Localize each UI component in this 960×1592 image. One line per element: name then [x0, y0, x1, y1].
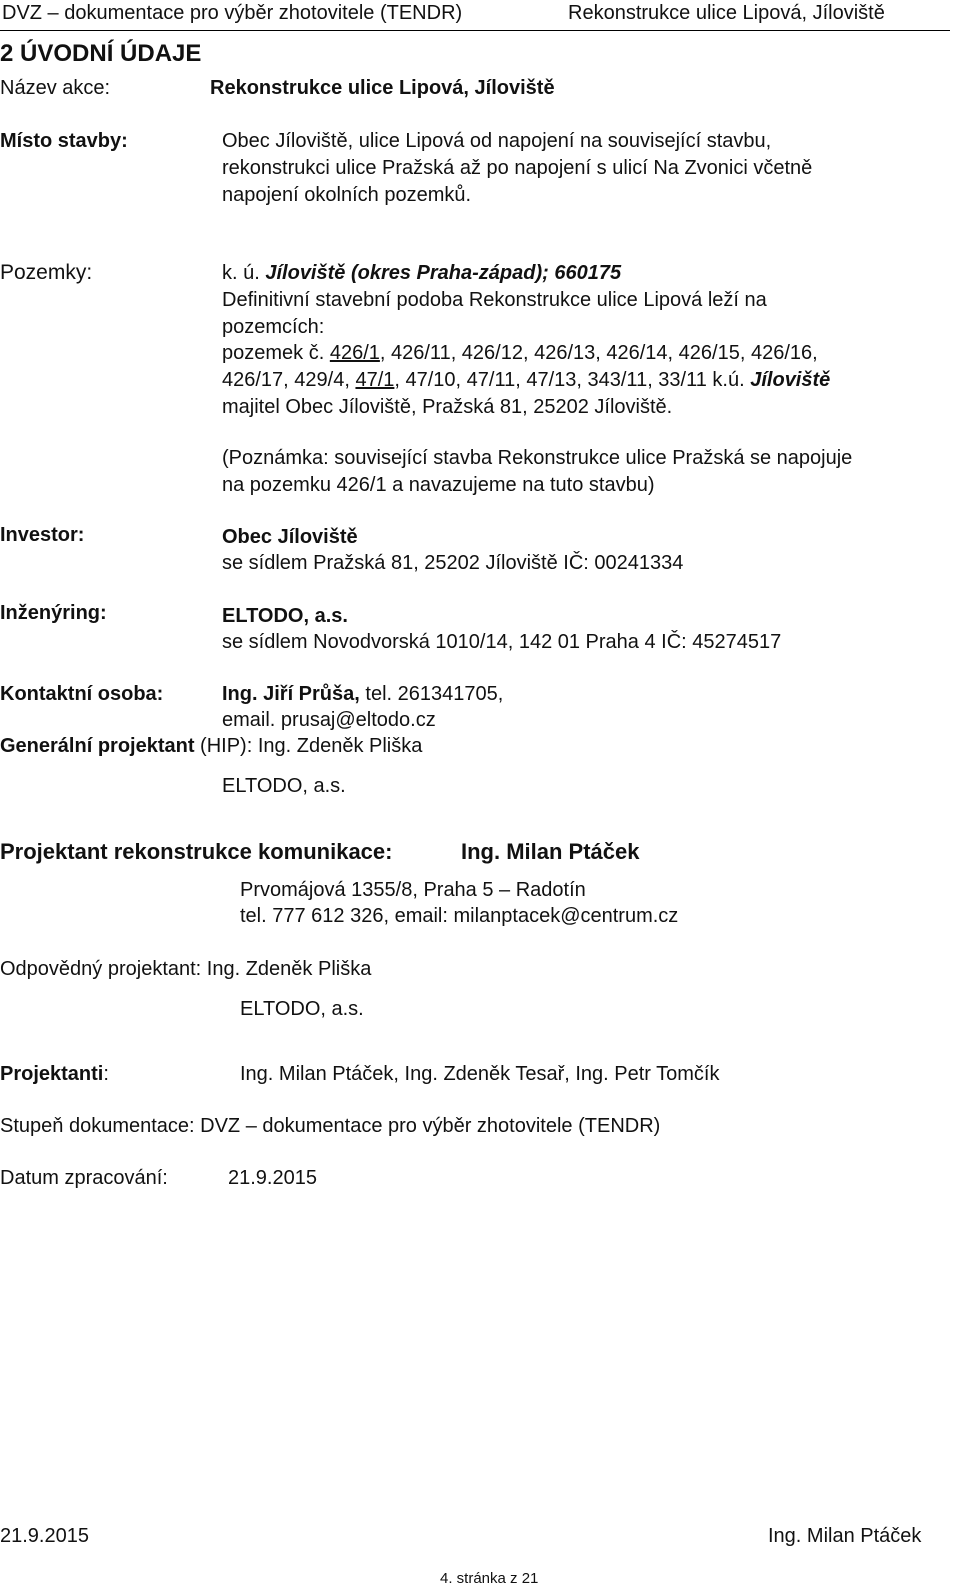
running-header-left: DVZ – dokumentace pro výběr zhotovitele (TENDR) [2, 2, 463, 24]
datum-label: Datum zpracování: [0, 1167, 168, 1189]
running-header-right: Rekonstrukce ulice Lipová, Jíloviště [568, 2, 885, 24]
kontakt-email: email. prusaj@eltodo.cz [222, 709, 436, 731]
datum-value: 21.9.2015 [228, 1167, 317, 1189]
parcels-b: , 47/10, 47/11, 47/13, 343/11, 33/11 k.ú. [394, 369, 751, 391]
inzenyring-label: Inženýring: [0, 602, 107, 624]
parcel-426-1: 426/1 [329, 342, 380, 364]
hip-company: ELTODO, a.s. [222, 775, 346, 797]
odpovedny-company: ELTODO, a.s. [240, 998, 364, 1020]
projektant-rek-name: Ing. Milan Ptáček [461, 839, 640, 864]
projektant-rek-address: Prvomájová 1355/8, Praha 5 – Radotín [240, 879, 586, 901]
hip-rest: (HIP): Ing. Zdeněk Pliška [194, 735, 423, 757]
projektant-rek-label: Projektant rekonstrukce komunikace: [0, 839, 393, 864]
investor-label: Investor: [0, 524, 85, 546]
projektanti-label-wrap [0, 1063, 109, 1086]
pozemky-parcels-line [222, 369, 830, 392]
ku-name: Jíloviště (okres Praha-západ); 660175 [265, 262, 622, 284]
pozemky-line: Definitivní stavební podoba Rekonstrukce ulice Lipová leží na [222, 289, 767, 311]
pozemky-ku [222, 262, 621, 285]
kontakt-name: Ing. Jiří Průša, [222, 683, 360, 705]
projektanti-colon: : [103, 1063, 109, 1085]
parcels-rest: , 426/11, 426/12, 426/13, 426/14, 426/15, 426/16, [379, 342, 818, 364]
ku-prefix: k. ú. [222, 262, 266, 284]
misto-stavby-line: Obec Jíloviště, ulice Lipová od napojení na související stavbu, [222, 130, 772, 152]
parcels-a: 426/17, 429/4, [222, 369, 356, 391]
pozemky-owner: majitel Obec Jíloviště, Pražská 81, 25202 Jíloviště. [222, 396, 673, 418]
pozemky-line: pozemcích: [222, 316, 325, 338]
misto-stavby-label: Místo stavby: [0, 130, 128, 152]
hip-label: Generální projektant [0, 735, 195, 757]
page-number: 4. stránka z 21 [440, 1570, 539, 1587]
kontakt-line [222, 683, 503, 706]
inzenyring-name: ELTODO, a.s. [222, 605, 348, 627]
misto-stavby-line: rekonstrukci ulice Pražská až po napojení s ulicí Na Zvonici včetně [222, 157, 813, 179]
projektanti-label: Projektanti [0, 1063, 104, 1085]
hip-line [0, 735, 422, 758]
parcels-town: Jíloviště [750, 369, 831, 391]
projektanti-names: Ing. Milan Ptáček, Ing. Zdeněk Tesař, Ing. Petr Tomčík [240, 1063, 720, 1085]
pozemky-label: Pozemky: [0, 261, 93, 284]
kontakt-label: Kontaktní osoba: [0, 683, 164, 705]
section-title: 2 ÚVODNÍ ÚDAJE [0, 40, 202, 67]
stupen-dokumentace: Stupeň dokumentace: DVZ – dokumentace pro výběr zhotovitele (TENDR) [0, 1115, 661, 1137]
footer-author: Ing. Milan Ptáček [768, 1525, 922, 1547]
parcels-prefix: pozemek č. [222, 342, 330, 364]
header-divider [0, 30, 950, 31]
misto-stavby-line: napojení okolních pozemků. [222, 184, 472, 206]
pozemky-note: na pozemku 426/1 a navazujeme na tuto stavbu) [222, 474, 655, 496]
odpovedny-projektant: Odpovědný projektant: Ing. Zdeněk Pliška [0, 958, 372, 980]
inzenyring-address: se sídlem Novodvorská 1010/14, 142 01 Praha 4 IČ: 45274517 [222, 631, 782, 653]
projektant-rek-contact: tel. 777 612 326, email: milanptacek@centrum.cz [240, 905, 679, 927]
footer-date: 21.9.2015 [0, 1525, 89, 1547]
investor-address: se sídlem Pražská 81, 25202 Jíloviště IČ: 00241334 [222, 552, 684, 574]
pozemky-parcels-line [222, 342, 818, 365]
nazev-akce-value: Rekonstrukce ulice Lipová, Jíloviště [210, 77, 555, 99]
investor-name: Obec Jíloviště [222, 526, 358, 548]
nazev-akce-label: Název akce: [0, 77, 111, 99]
pozemky-note: (Poznámka: související stavba Rekonstrukce ulice Pražská se napojuje [222, 447, 853, 469]
kontakt-tel: tel. 261341705, [359, 683, 504, 705]
parcel-47-1: 47/1 [355, 369, 395, 391]
